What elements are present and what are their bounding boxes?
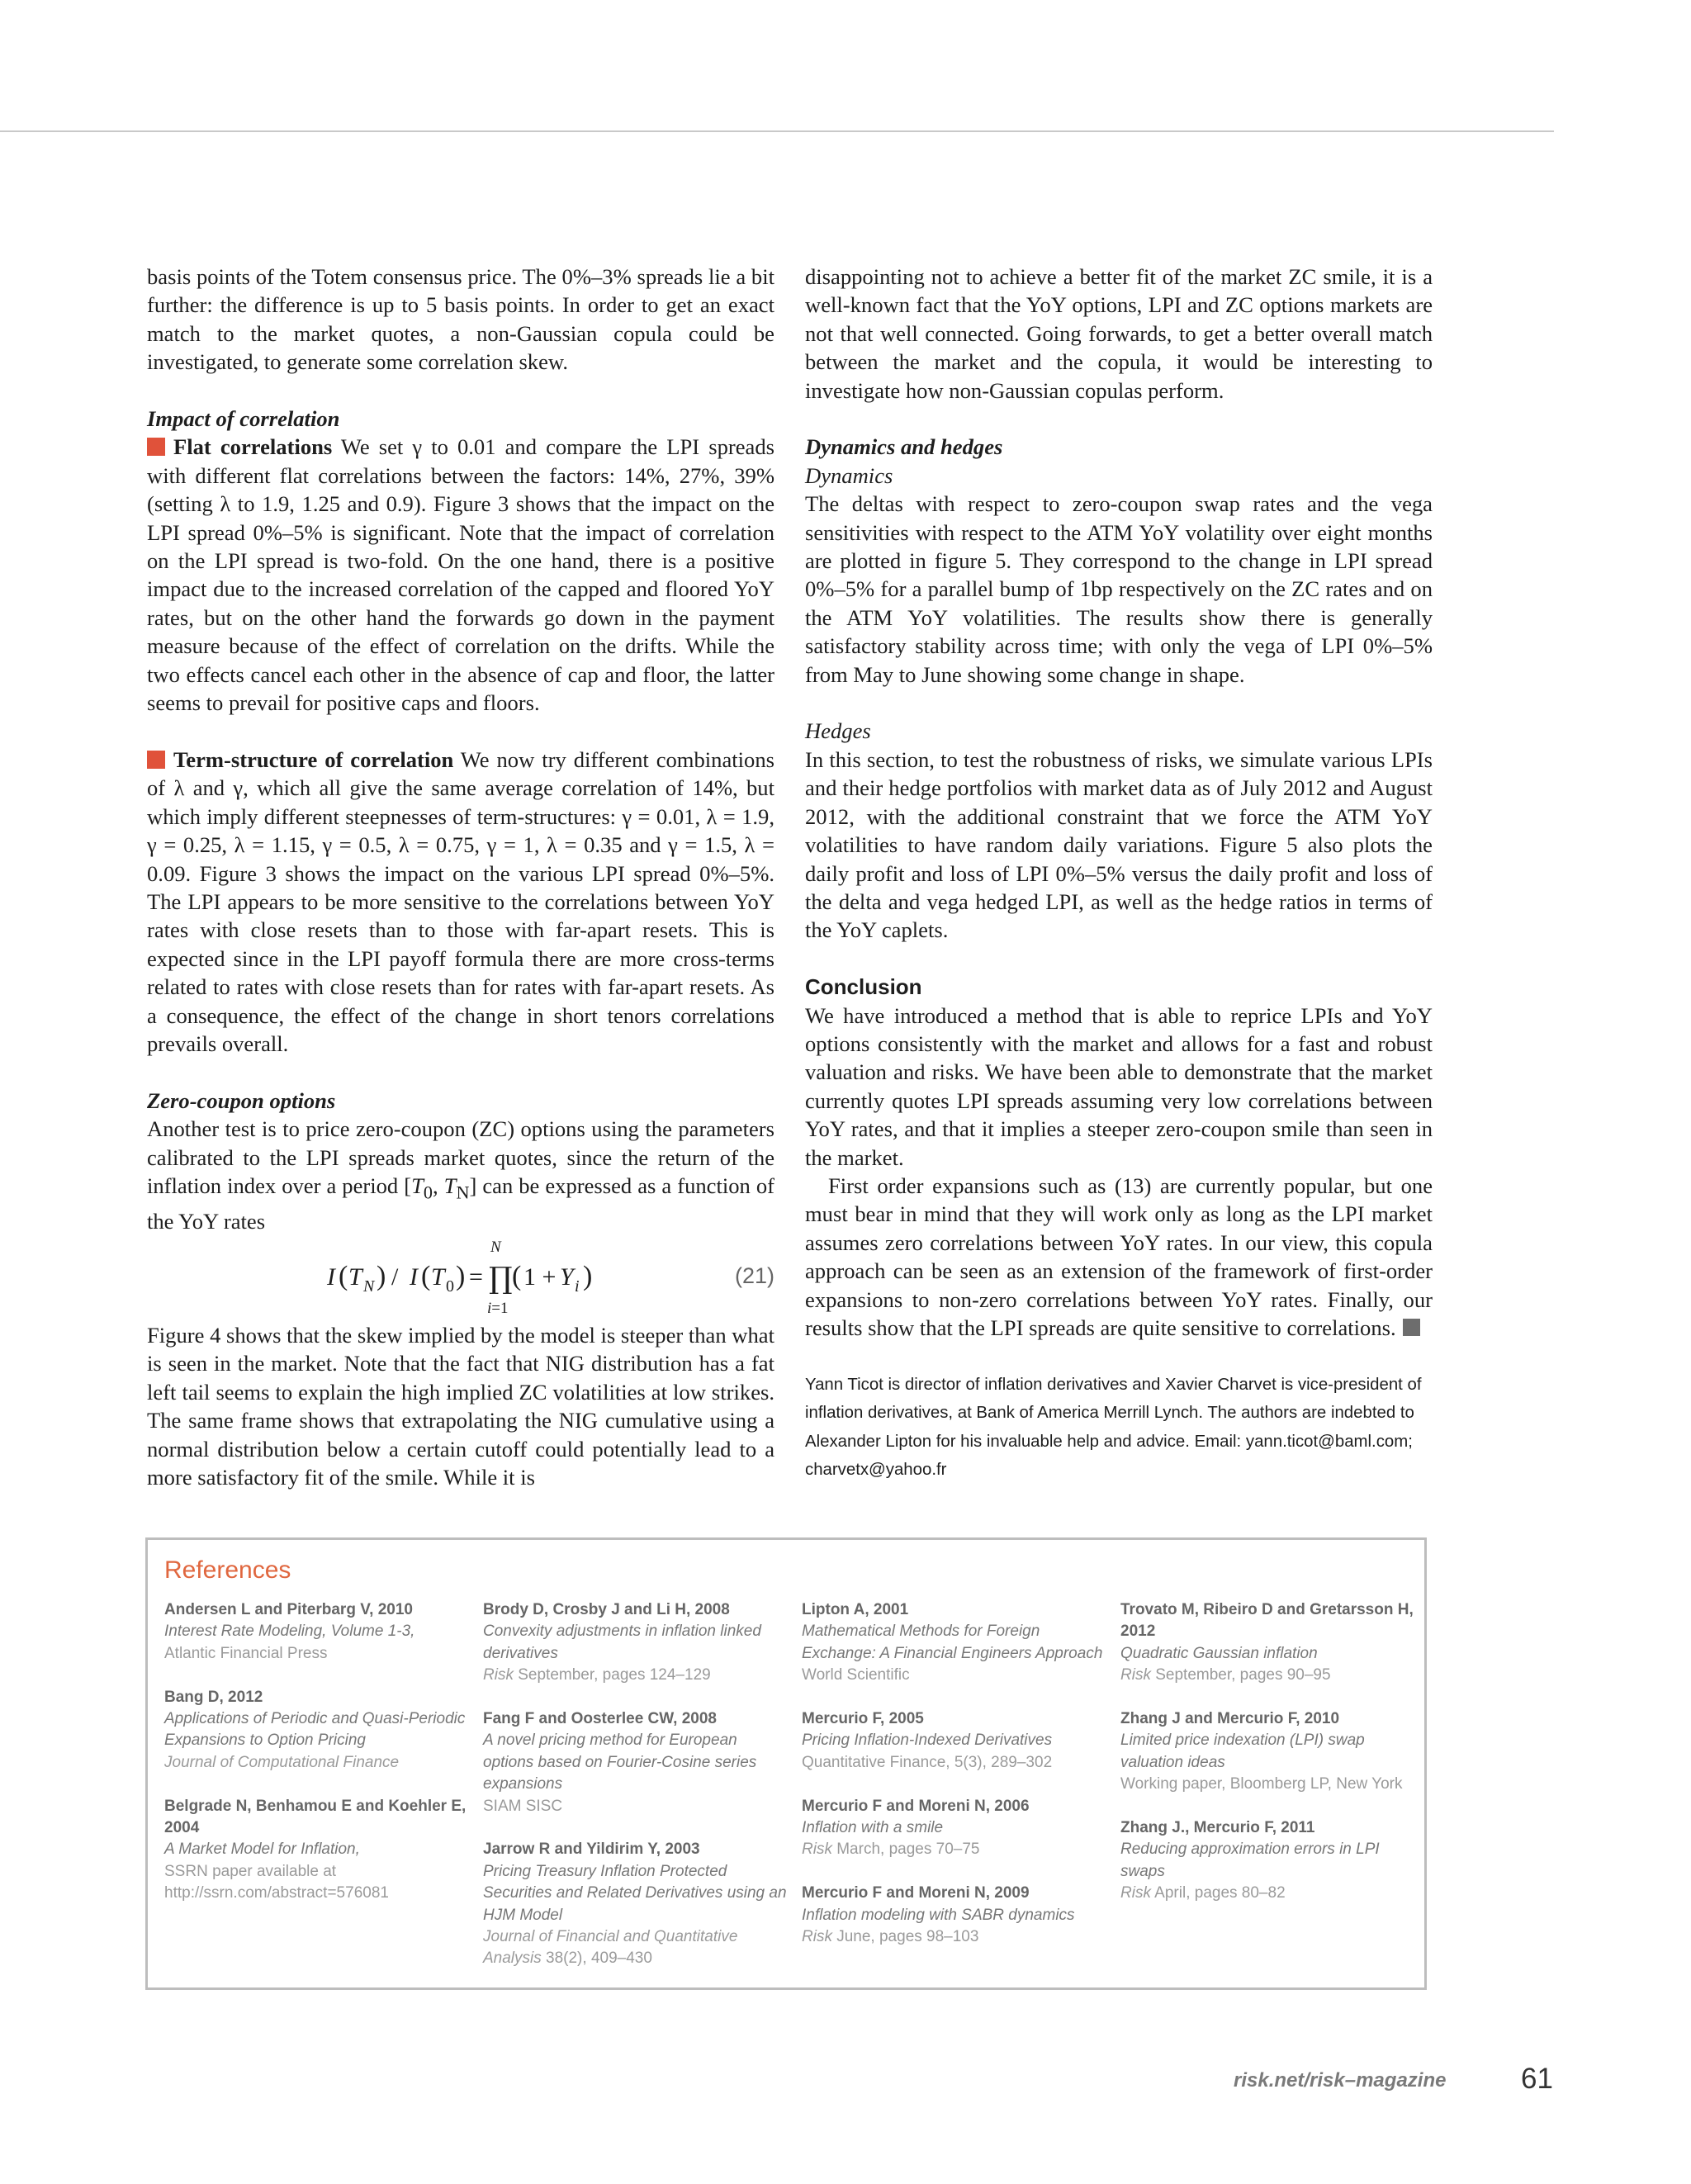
reference-entry bbox=[802, 1708, 1109, 1774]
references-column-3 bbox=[802, 1599, 1109, 1970]
reference-details: March, pages 70–75 bbox=[831, 1841, 980, 1859]
dynamics-hedges-heading: Dynamics and hedges bbox=[805, 434, 1003, 460]
svg-text:=: = bbox=[469, 1263, 483, 1291]
impact-heading: Impact of correlation bbox=[147, 406, 340, 432]
left-paragraph-after-equation: Figure 4 shows that the skew implied by the model is steeper than what is seen in the market. Note that the fact that NIG distribution has a fat left tail seems to explain the high implied ZC volatilities at low strikes. The same frame shows that extrapolating the NIG cumulative using a normal distribution below a certain cutoff could potentially lead to a more satisfactory fit of the smile. While it is bbox=[147, 1323, 774, 1490]
reference-author: Mercurio F, 2005 bbox=[802, 1710, 924, 1728]
reference-entry bbox=[802, 1883, 1109, 1948]
reference-title: Limited price indexation (LPI) swap valuation ideas bbox=[1120, 1732, 1365, 1771]
svg-text:0: 0 bbox=[446, 1277, 454, 1296]
reference-details: Atlantic Financial Press bbox=[164, 1644, 328, 1662]
reference-details: June, pages 98–103 bbox=[831, 1928, 979, 1946]
reference-entry bbox=[483, 1708, 790, 1817]
references-column-4 bbox=[1120, 1599, 1428, 1926]
reference-title: Reducing approximation errors in LPI swaps bbox=[1120, 1841, 1380, 1880]
reference-details: World Scientific bbox=[802, 1666, 910, 1684]
hedges-subheading: Hedges bbox=[805, 718, 871, 744]
references-box bbox=[145, 1537, 1427, 1990]
reference-title: Applications of Periodic and Quasi-Periodic Expansions to Option Pricing bbox=[164, 1710, 466, 1750]
reference-journal: Risk bbox=[1120, 1884, 1151, 1902]
zero-coupon-heading: Zero-coupon options bbox=[147, 1087, 336, 1113]
reference-author: Zhang J., Mercurio F, 2011 bbox=[1120, 1819, 1315, 1837]
end-of-article-icon bbox=[1403, 1319, 1420, 1336]
reference-entry bbox=[164, 1599, 471, 1665]
reference-publication bbox=[802, 1752, 1109, 1774]
reference-author: Mercurio F and Moreni N, 2009 bbox=[802, 1884, 1030, 1902]
svg-text:N: N bbox=[363, 1277, 375, 1296]
reference-journal: Risk bbox=[1120, 1666, 1151, 1684]
left-paragraph-1: basis points of the Totem consensus price. The 0%–3% spreads lie a bit further: the difference is up to 5 basis points. In order to get an exact match to the market quotes, a non-Gaussian copula could be investigated, to generate some correlation skew. bbox=[147, 264, 774, 375]
reference-publication bbox=[483, 1665, 790, 1686]
zc-t0: T bbox=[411, 1173, 424, 1198]
reference-publication bbox=[164, 1752, 471, 1774]
zc-text-1: Another test is to price zero-coupon (ZC) options using the parameters calibrated to the LPI spreads market quotes, since the return of the inflation index over a period [ bbox=[147, 1116, 774, 1198]
zc-comma: , bbox=[432, 1173, 444, 1198]
reference-author: Zhang J and Mercurio F, 2010 bbox=[1120, 1710, 1340, 1728]
conclusion-paragraph-2 bbox=[805, 1172, 1433, 1342]
svg-text:(: ( bbox=[421, 1261, 431, 1292]
zc-text-2: ] can be expressed as a function of the YoY rates bbox=[147, 1173, 775, 1234]
reference-journal: Journal of Financial and Quantitative Analysis bbox=[483, 1928, 738, 1968]
reference-entry bbox=[164, 1796, 471, 1905]
reference-title: Inflation with a smile bbox=[802, 1819, 944, 1837]
reference-journal: Risk bbox=[802, 1928, 832, 1946]
svg-text:(: ( bbox=[339, 1261, 348, 1292]
svg-text:T: T bbox=[431, 1263, 445, 1291]
reference-entry bbox=[1120, 1817, 1428, 1905]
reference-details: 38(2), 409–430 bbox=[541, 1949, 652, 1968]
reference-publication bbox=[1120, 1665, 1428, 1686]
term-structure-paragraph bbox=[147, 746, 774, 1058]
reference-title: Inflation modeling with SABR dynamics bbox=[802, 1906, 1075, 1924]
references-column-2 bbox=[483, 1599, 790, 1992]
svg-text:T: T bbox=[348, 1263, 362, 1291]
reference-title: A Market Model for Inflation, bbox=[164, 1841, 360, 1859]
zc-tn-sub: N bbox=[456, 1182, 470, 1203]
references-column-1 bbox=[164, 1599, 471, 1926]
reference-author: Andersen L and Piterbarg V, 2010 bbox=[164, 1601, 413, 1618]
svg-text:i=1: i=1 bbox=[487, 1300, 509, 1318]
reference-entry bbox=[164, 1687, 471, 1774]
reference-entry bbox=[802, 1796, 1109, 1861]
equation-21 bbox=[147, 1235, 774, 1321]
svg-text:Y: Y bbox=[560, 1263, 574, 1291]
reference-publication bbox=[164, 1861, 471, 1905]
svg-text:I: I bbox=[410, 1263, 418, 1291]
zc-tn: T bbox=[443, 1173, 457, 1198]
reference-details: SIAM SISC bbox=[483, 1797, 563, 1815]
square-bullet-icon bbox=[147, 751, 165, 769]
reference-author: Lipton A, 2001 bbox=[802, 1601, 909, 1618]
reference-title: Pricing Treasury Inflation Protected Securities and Related Derivatives using an HJM Model bbox=[483, 1862, 787, 1924]
svg-text:I: I bbox=[327, 1263, 335, 1291]
reference-details: Working paper, Bloomberg LP, New York bbox=[1120, 1775, 1403, 1793]
reference-journal: Risk bbox=[802, 1841, 832, 1859]
reference-details: September, pages 90–95 bbox=[1150, 1666, 1331, 1684]
reference-details: September, pages 124–129 bbox=[513, 1666, 711, 1684]
reference-details: SSRN paper available at http://ssrn.com/abstract=576081 bbox=[164, 1862, 389, 1902]
flat-correlations-text: We set γ to 0.01 and compare the LPI spreads with different flat correlations between the factors: 14%, 27%, 39% (setting λ to 1.9, 1.25 and 0.9). Figure 3 shows that the impact on the LPI spread 0%–5% is significant. Note that the impact of correlation on the LPI spread is two-fold. On the one hand, there is a positive impact due to the increased correlation of the capped and floored YoY rates, but on the other hand the forwards go down in the payment measure because of the effect of correlation on the drifts. While the two effects cancel each other in the absence of cap and floor, the latter seems to prevail for positive caps and floors. bbox=[147, 434, 775, 716]
flat-correlations-paragraph bbox=[147, 433, 774, 717]
reference-publication bbox=[802, 1665, 1109, 1686]
svg-text:∏: ∏ bbox=[489, 1262, 513, 1296]
reference-author: Trovato M, Ribeiro D and Gretarsson H, 2012 bbox=[1120, 1601, 1414, 1641]
hedges-paragraph: In this section, to test the robustness of risks, we simulate various LPIs and their hedge portfolios with market data as of July 2012 and August 2012, with the additional constraint that we force the ATM YoY volatilities to have random daily variations. Figure 5 also plots the daily profit and loss of LPI 0%–5% versus the daily profit and loss of the delta and vega hedged LPI, as well as the hedge ratios in terms of the YoY caplets. bbox=[805, 746, 1433, 943]
svg-text:i: i bbox=[575, 1277, 580, 1296]
reference-title: Pricing Inflation-Indexed Derivatives bbox=[802, 1732, 1053, 1750]
top-rule bbox=[0, 130, 1554, 132]
reference-title: Mathematical Methods for Foreign Exchange: A Financial Engineers Approach bbox=[802, 1623, 1103, 1662]
conclusion-paragraph-2-text: First order expansions such as (13) are currently popular, but one must bear in mind that they will work only as long as the LPI market assumes zero correlations between YoY rates. In our view, this copula approach can be seen as an extension of the framework of first-order expansions to non-zero correlations between YoY rates. Finally, our results show that the LPI spreads are quite sensitive to correlations. bbox=[805, 1173, 1433, 1340]
svg-text:): ) bbox=[456, 1261, 466, 1292]
equation-number: (21) bbox=[734, 1263, 774, 1289]
reference-entry bbox=[1120, 1599, 1428, 1687]
reference-title: A novel pricing method for European options based on Fourier-Cosine series expansions bbox=[483, 1732, 757, 1793]
reference-title: Interest Rate Modeling, Volume 1-3, bbox=[164, 1623, 415, 1641]
reference-publication bbox=[1120, 1883, 1428, 1904]
reference-details: Quantitative Finance, 5(3), 289–302 bbox=[802, 1753, 1053, 1771]
reference-entry bbox=[483, 1839, 790, 1969]
reference-journal: Risk bbox=[483, 1666, 514, 1684]
reference-title: Quadratic Gaussian inflation bbox=[1120, 1644, 1318, 1662]
svg-text:1 +: 1 + bbox=[523, 1263, 557, 1291]
svg-text:): ) bbox=[583, 1261, 593, 1292]
page-number: 61 bbox=[1521, 2063, 1553, 2095]
reference-author: Brody D, Crosby J and Li H, 2008 bbox=[483, 1601, 730, 1618]
dynamics-paragraph: The deltas with respect to zero-coupon swap rates and the vega sensitivities with respect to the ATM YoY volatility over eight months are plotted in figure 5. They correspond to the change in LPI spread 0%–5% for a parallel bump of 1bp respectively on the ZC rates and on the ATM YoY volatilities. The results show there is generally satisfactory stability across time; with only the vega of LPI 0%–5% from May to June showing some change in shape. bbox=[805, 491, 1433, 687]
reference-publication bbox=[483, 1796, 790, 1817]
reference-title: Convexity adjustments in inflation linked derivatives bbox=[483, 1623, 761, 1662]
reference-publication bbox=[802, 1839, 1109, 1860]
author-bio: Yann Ticot is director of inflation derivatives and Xavier Charvet is vice-president of inflation derivatives, at Bank of America Merrill Lynch. The authors are indebted to Alexander Lipton for his invaluable help and advice. Email: yann.ticot@baml.com; charvetx@yahoo.fr bbox=[805, 1375, 1422, 1479]
reference-entry bbox=[483, 1599, 790, 1687]
svg-text:N: N bbox=[490, 1239, 501, 1257]
svg-text:(: ( bbox=[512, 1261, 522, 1292]
right-paragraph-1: disappointing not to achieve a better fit of the market ZC smile, it is a well-known fact that the YoY options, LPI and ZC options markets are not that well connected. Going forwards, to get a better overall match between the market and the copula, it would be interesting to investigate how non-Gaussian copulas perform. bbox=[805, 264, 1433, 403]
references-title: References bbox=[164, 1556, 291, 1584]
equation-graphic bbox=[147, 1235, 774, 1321]
reference-journal: Journal of Computational Finance bbox=[164, 1753, 400, 1771]
reference-author: Mercurio F and Moreni N, 2006 bbox=[802, 1797, 1030, 1815]
reference-publication bbox=[802, 1926, 1109, 1948]
reference-publication bbox=[1120, 1774, 1428, 1795]
reference-author: Jarrow R and Yildirim Y, 2003 bbox=[483, 1841, 700, 1859]
reference-entry bbox=[1120, 1708, 1428, 1796]
right-column bbox=[805, 263, 1433, 1484]
reference-details: April, pages 80–82 bbox=[1150, 1884, 1286, 1902]
reference-entry bbox=[802, 1599, 1109, 1687]
left-column bbox=[147, 263, 774, 1492]
reference-publication bbox=[164, 1643, 471, 1665]
reference-author: Bang D, 2012 bbox=[164, 1688, 263, 1706]
conclusion-paragraph-1: We have introduced a method that is able to reprice LPIs and YoY options consistently with the market and allows for a fast and robust valuation and risks. We have been able to demonstrate that the market currently quotes LPI spreads assuming very low correlations between YoY rates, and that it implies a steeper zero-coupon smile than seen in the market. bbox=[805, 1002, 1433, 1170]
term-structure-text: We now try different combinations of λ and γ, which all give the same average correlation of 14%, but which imply different steepnesses of term-structures: γ = 0.01, λ = 1.9, γ = 0.25, λ = 1.15, γ = 0.5, λ = 0.75, γ = 1, λ = 0.35 and γ = 1.5, λ = 0.09. Figure 3 shows the impact on the various LPI spread 0%–5%. The LPI appears to be more sensitive to the correlations between YoY rates with close resets than to those with far-apart resets. This is expected since in the LPI payoff formula there are more cross-terms related to rates with close resets than for rates with far-apart resets. As a consequence, the effect of the change in short tenors correlations prevails overall. bbox=[147, 746, 774, 1056]
flat-correlations-label: Flat correlations bbox=[173, 434, 333, 460]
square-bullet-icon bbox=[147, 438, 165, 456]
zc-t0-sub: 0 bbox=[423, 1182, 433, 1203]
svg-text:/: / bbox=[391, 1263, 399, 1291]
reference-author: Fang F and Oosterlee CW, 2008 bbox=[483, 1710, 717, 1728]
dynamics-subheading: Dynamics bbox=[805, 462, 893, 488]
reference-author: Belgrade N, Benhamou E and Koehler E, 2004 bbox=[164, 1797, 467, 1837]
zero-coupon-paragraph bbox=[147, 1115, 774, 1235]
conclusion-heading: Conclusion bbox=[805, 974, 922, 1000]
reference-publication bbox=[483, 1926, 790, 1970]
svg-text:): ) bbox=[377, 1261, 386, 1292]
term-structure-label: Term-structure of correlation bbox=[173, 746, 454, 772]
footer-url[interactable]: risk.net/risk–magazine bbox=[1234, 2069, 1447, 2092]
